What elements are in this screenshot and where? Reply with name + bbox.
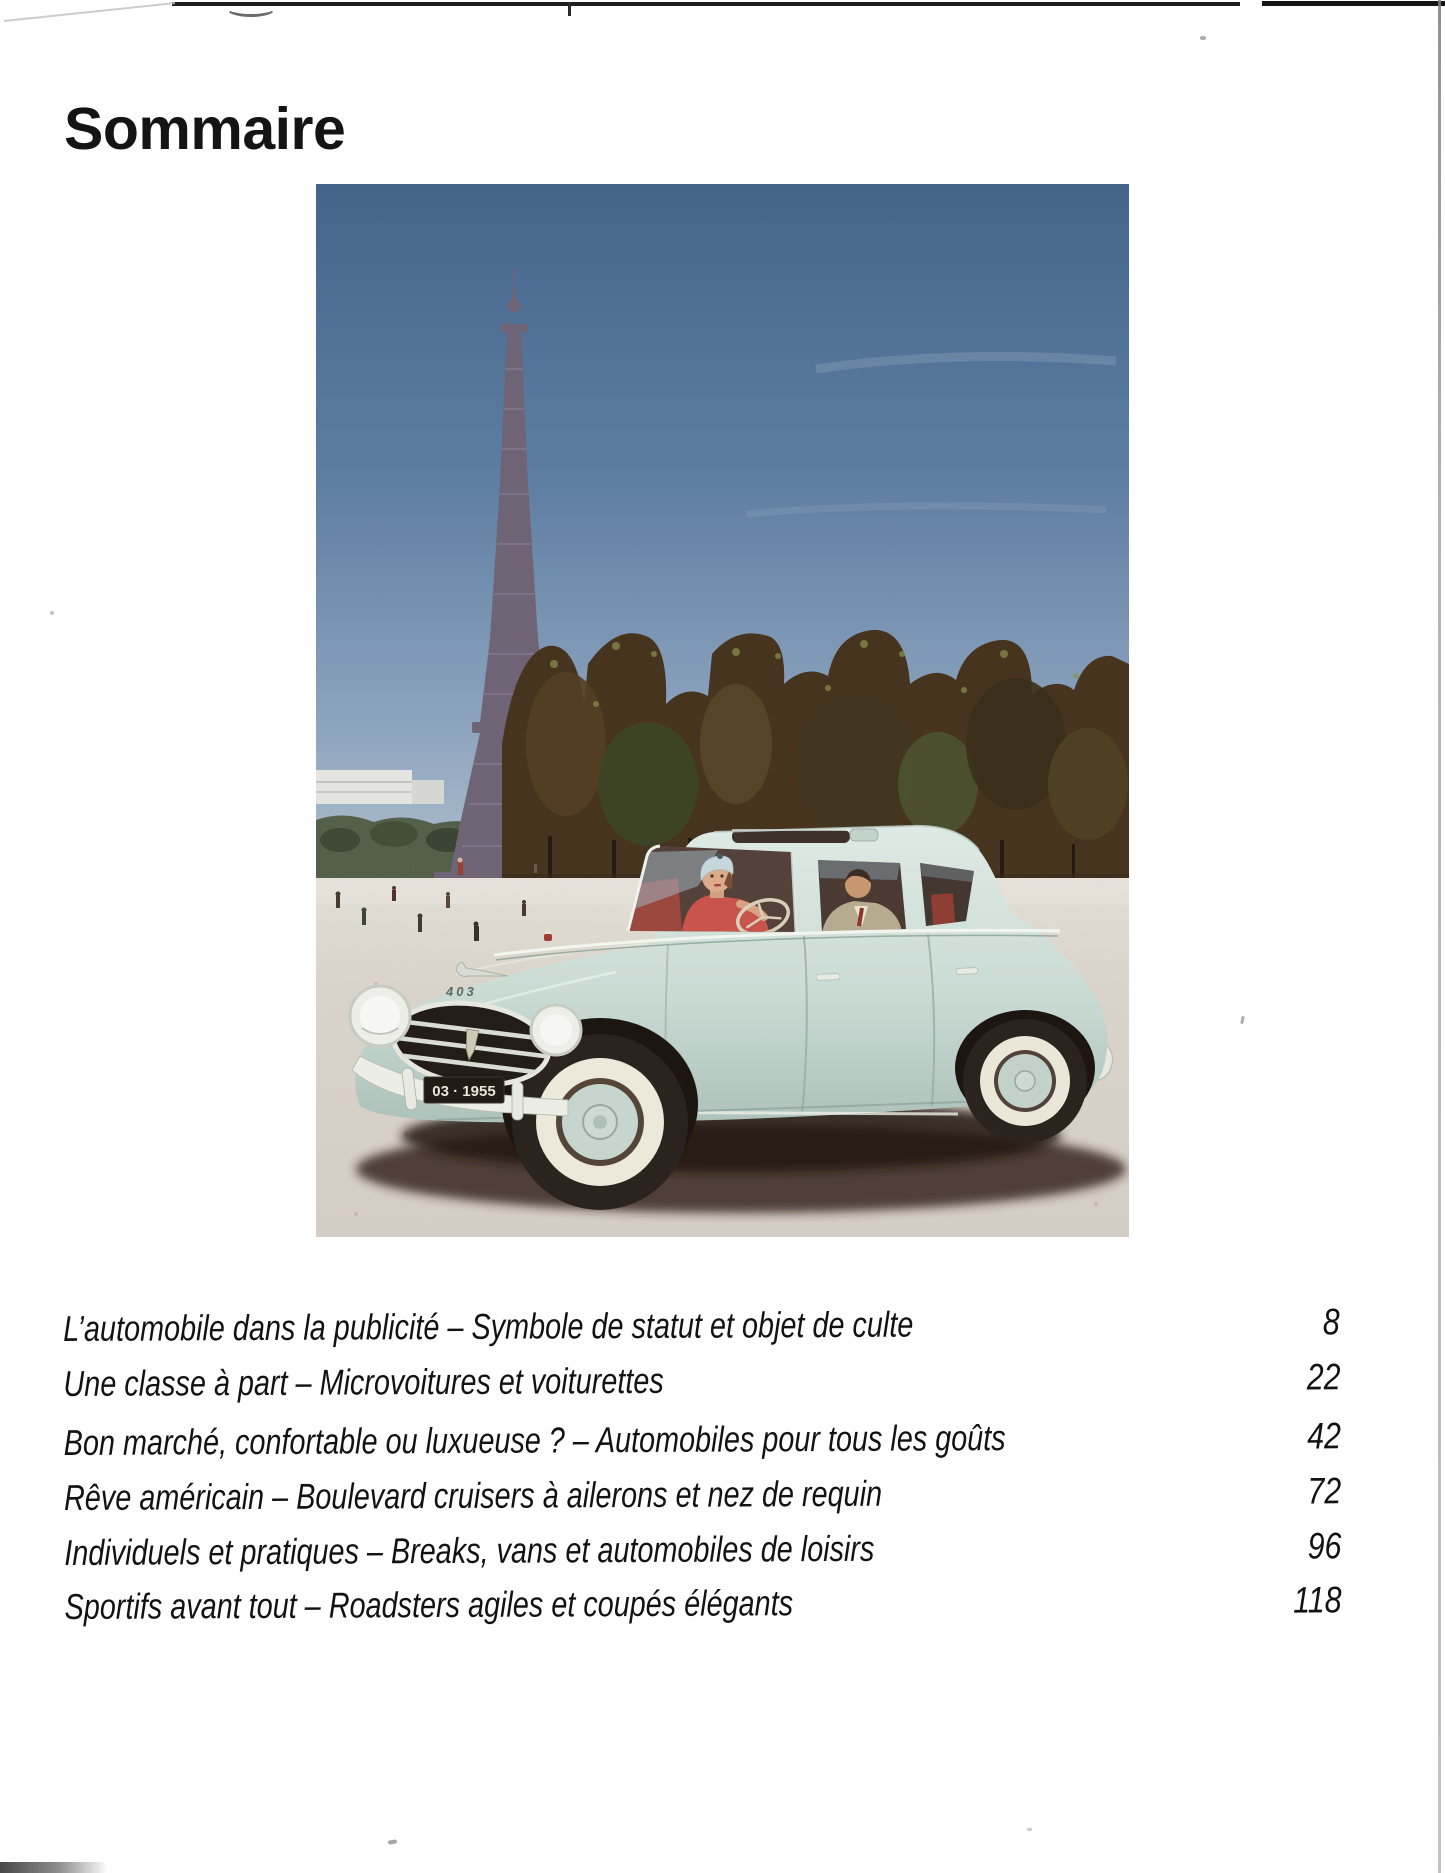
red-pram [544,930,552,941]
toc-entry [64,1525,1342,1575]
scan-right-edge-line [1438,0,1441,1873]
cover-photo [316,184,1129,1237]
toc-entry-page-number: 42 [1306,1415,1341,1457]
scan-speck [388,1839,397,1844]
peugeot-403-eiffel-scene [316,184,1129,1237]
scan-smudge-bottom-left [0,1862,108,1873]
scan-speck [1027,1828,1032,1831]
toc-entry [63,1301,1341,1351]
toc-entry [63,1415,1341,1465]
toc-entry-title: Sportifs avant tout – Roadsters agiles et coupés élégants [64,1582,794,1627]
toc-entry-title: Une classe à part – Microvoitures et voiturettes [63,1359,664,1404]
scan-tick-mark [568,2,571,16]
scan-speck [1200,36,1206,40]
table-of-contents [63,1293,1342,1630]
scan-speck [1240,1016,1245,1024]
door-handle [956,968,978,975]
scan-top-edge-line [172,2,1240,6]
rear-wheel [963,1019,1087,1143]
toc-entry-page-number: 96 [1307,1525,1342,1567]
toc-entry-title: Rêve américain – Boulevard cruisers à ailerons et nez de requin [63,1472,883,1518]
headlight-left [350,986,410,1046]
hood-badge: 403 [446,984,477,999]
page-title: Sommaire [64,96,346,162]
toc-entry-page-number: 8 [1323,1301,1341,1343]
toc-entry-page-number: 118 [1293,1579,1342,1621]
toc-entry-page-number: 72 [1307,1470,1342,1512]
headlight-right [531,1005,581,1055]
scan-scratch [4,2,175,22]
bumper-guard [512,1082,523,1120]
scan-curl-mark [226,0,276,17]
license-plate-text: 03 · 1955 [432,1083,496,1100]
door-handle [816,974,840,981]
sunroof-opening [732,830,850,843]
toc-entry-title: L’automobile dans la publicité – Symbole de statut et objet de culte [63,1303,914,1349]
scan-top-edge-line-right [1262,1,1445,6]
toc-entry [63,1356,1341,1406]
toc-entry [64,1579,1342,1629]
scan-speck [50,611,54,615]
sunroof-folded-panel [850,829,878,841]
toc-entry [63,1470,1342,1520]
toc-entry-title: Individuels et pratiques – Breaks, vans et automobiles de loisirs [64,1527,875,1573]
toc-entry-title: Bon marché, confortable ou luxueuse ? – Automobiles pour tous les goûts [63,1417,1006,1463]
toc-entry-page-number: 22 [1306,1356,1341,1398]
